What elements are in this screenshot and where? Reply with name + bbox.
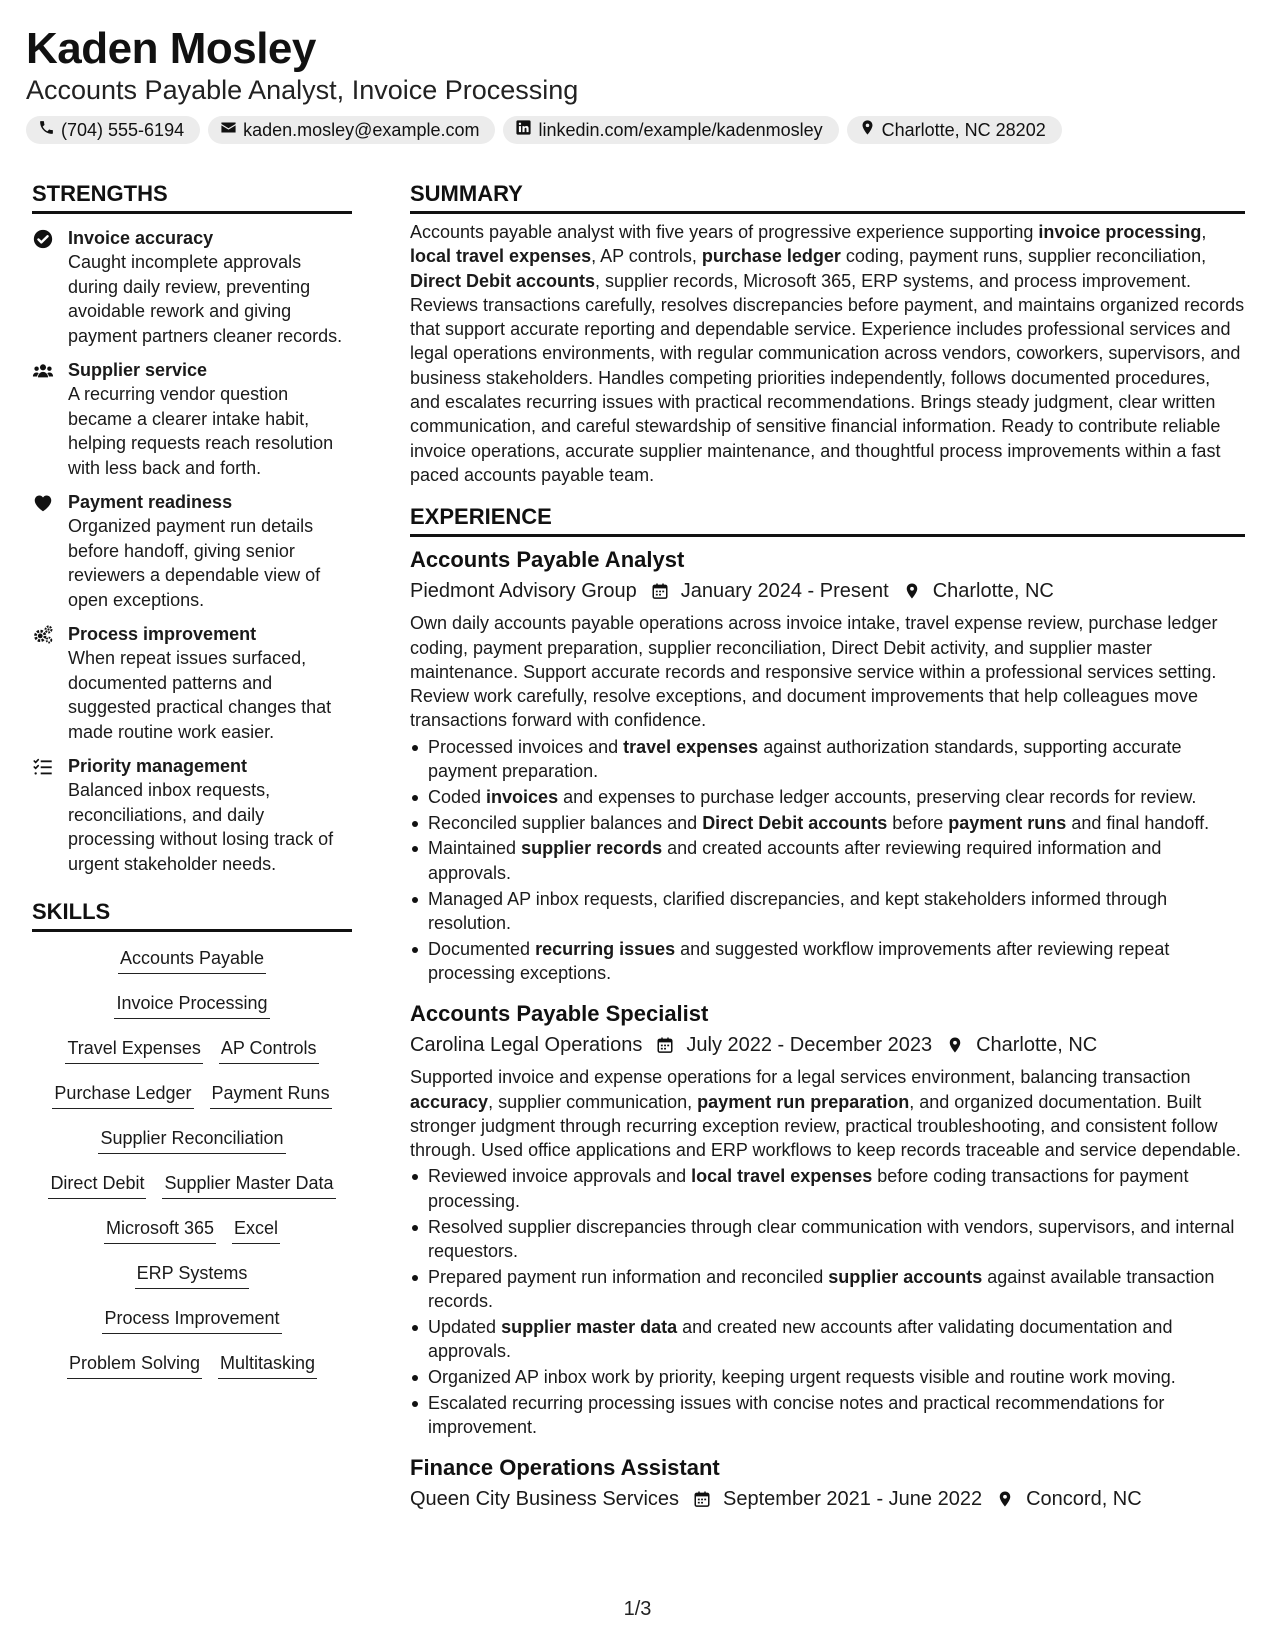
job-meta: [410, 577, 1245, 605]
email-text: kaden.mosley@example.com: [243, 119, 480, 140]
text-segment: ,: [1201, 222, 1207, 242]
company-name: Queen City Business Services: [410, 1488, 680, 1511]
bold-keyword: supplier accounts: [828, 1266, 983, 1287]
text-segment: Supported invoice and expense operations for a legal services environment, balancing transaction: [410, 1067, 1191, 1088]
bullet-item: [410, 1315, 1245, 1364]
text-segment: Documented: [428, 938, 536, 959]
skill-tag: Purchase Ledger: [52, 1081, 193, 1109]
bold-keyword: travel expenses: [623, 736, 759, 757]
text-segment: and created new accounts after validating documentation and approvals.: [428, 1316, 1173, 1361]
text-segment: and created accounts after reviewing required information and approvals.: [428, 838, 1162, 883]
strength-title: Supplier service: [68, 360, 208, 380]
phone-icon: [38, 119, 55, 141]
text-segment: Accounts payable analyst with five years of progressive experience supporting: [410, 222, 1039, 242]
phone-text: (704) 555-6194: [61, 119, 185, 140]
candidate-name: Kaden Mosley: [26, 24, 316, 73]
text-segment: and suggested workflow improvements after reviewing repeat processing exceptions.: [428, 938, 1170, 983]
text-segment: Prepared payment run information and reconciled: [428, 1266, 829, 1287]
job-description: [410, 1065, 1245, 1162]
skill-tag: AP Controls: [219, 1036, 319, 1064]
skill-tag: Excel: [232, 1216, 280, 1244]
skill-tag: Multitasking: [218, 1351, 317, 1379]
strength-body: [68, 358, 352, 480]
job-dates: September 2021 - June 2022: [723, 1488, 983, 1511]
bullet-item: [410, 1265, 1245, 1314]
strength-description: Organized payment run details before handoff, giving senior reviewers a dependable view of open exceptions.: [68, 516, 321, 610]
gears-icon: [32, 624, 54, 646]
text-segment: Processed invoices and: [428, 736, 624, 757]
text-segment: against available transaction records.: [428, 1266, 1215, 1311]
strength-body: [68, 490, 352, 612]
job-location: Charlotte, NC: [932, 580, 1054, 603]
skill-row: [32, 1081, 352, 1126]
bullet-item: [410, 937, 1245, 986]
calendar-icon: [691, 1488, 713, 1510]
text-segment: and final handoff.: [1066, 812, 1210, 833]
strengths-heading: STRENGTHS: [32, 180, 352, 214]
strength-item: [32, 226, 352, 348]
skill-tag: Accounts Payable: [118, 946, 266, 974]
linkedin-text: linkedin.com/example/kadenmosley: [538, 119, 823, 140]
job-dates: July 2022 - December 2023: [686, 1034, 933, 1057]
bold-keyword: Direct Debit accounts: [410, 270, 596, 291]
skill-row: [32, 1036, 352, 1081]
strength-item: [32, 622, 352, 744]
skill-tag: Travel Expenses: [65, 1036, 202, 1064]
text-segment: Managed AP inbox requests, clarified discrepancies, and kept stakeholders informed through resolution.: [428, 888, 1168, 933]
text-segment: Resolved supplier discrepancies through clear communication with vendors, supervisors, and internal requestors.: [428, 1216, 1235, 1261]
text-segment: Maintained: [428, 838, 522, 859]
skills-list: [32, 946, 352, 1396]
text-segment: before coding transactions for payment processing.: [428, 1166, 1189, 1211]
map-pin-icon: [859, 119, 876, 141]
job-title: Accounts Payable Analyst: [410, 547, 685, 573]
text-segment: , supplier records, Microsoft 365, ERP systems, and process improvement. Reviews transactions carefully, resolves discrepancies before payment, and maintains organized records that support accurate reporting and dependable service. Experience includes professional services and legal operations environments, with regular communication across vendors, coworkers, supervisors, and business stakeholders. Handles competing priorities independently, follows documented procedures, and escalates recurring issues with practical recommendations. Brings steady judgment, clear written communication, and careful stewardship of sensitive financial information. Ready to contribute reliable invoice operations, accurate supplier maintenance, and thoughtful process improvements within a fast paced accounts payable team.: [410, 270, 1245, 485]
job-entry: [410, 545, 1245, 985]
strength-body: [68, 754, 352, 876]
email-chip[interactable]: [208, 116, 495, 144]
linkedin-icon: [515, 119, 532, 141]
bold-keyword: invoice processing: [1038, 222, 1202, 242]
bold-keyword: supplier records: [521, 838, 663, 859]
strength-title: Priority management: [68, 756, 248, 776]
bold-keyword: supplier master data: [501, 1316, 678, 1337]
bold-keyword: invoices: [486, 786, 559, 807]
company-name: Piedmont Advisory Group: [410, 580, 637, 603]
skill-row: [32, 1306, 352, 1351]
strength-item: [32, 754, 352, 876]
bold-keyword: recurring issues: [535, 938, 676, 959]
bullet-item: [410, 1365, 1245, 1389]
experience-heading: EXPERIENCE: [410, 503, 1245, 537]
text-segment: before: [887, 812, 949, 833]
skill-row: [32, 1351, 352, 1396]
experience-list: [410, 545, 1245, 1513]
bold-keyword: purchase ledger: [701, 246, 841, 267]
text-segment: , AP controls,: [591, 246, 702, 267]
strength-item: [32, 490, 352, 612]
job-title: Accounts Payable Specialist: [410, 1001, 709, 1027]
location-chip: [847, 116, 1062, 144]
job-entry: [410, 999, 1245, 1439]
page-number: 1/3: [623, 1598, 652, 1620]
skill-row: [32, 1171, 352, 1216]
bullet-item: [410, 1164, 1245, 1213]
text-segment: Coded: [428, 786, 487, 807]
bullet-item: [410, 735, 1245, 784]
job-meta: [410, 1031, 1245, 1059]
job-location: Charlotte, NC: [976, 1034, 1098, 1057]
bullet-item: [410, 1391, 1245, 1440]
job-entry: [410, 1453, 1245, 1513]
skills-heading: SKILLS: [32, 898, 352, 932]
summary-heading: SUMMARY: [410, 180, 1245, 214]
strength-title: Invoice accuracy: [68, 228, 214, 248]
map-pin-icon: [994, 1488, 1016, 1510]
skill-tag: Invoice Processing: [114, 991, 269, 1019]
job-description: [410, 611, 1245, 732]
calendar-icon: [649, 580, 671, 602]
bold-keyword: local travel expenses: [691, 1166, 873, 1187]
heart-icon: [32, 492, 54, 514]
map-pin-icon: [901, 580, 923, 602]
skill-tag: Microsoft 365: [104, 1216, 216, 1244]
skill-tag: Supplier Master Data: [162, 1171, 335, 1199]
text-segment: , supplier communication,: [488, 1091, 698, 1112]
bold-keyword: payment run preparation: [697, 1091, 910, 1112]
job-dates: January 2024 - Present: [680, 580, 889, 603]
skill-row: [32, 1126, 352, 1171]
strength-body: [68, 226, 352, 348]
company-name: Carolina Legal Operations: [410, 1034, 643, 1057]
check-circle-icon: [32, 228, 54, 250]
strength-body: [68, 622, 352, 744]
strength-item: [32, 358, 352, 480]
strength-description: Balanced inbox requests, reconciliations, and daily processing without losing track of urgent stakeholder needs.: [68, 780, 334, 874]
text-segment: against authorization standards, supporting accurate payment preparation.: [428, 736, 1182, 782]
map-pin-icon: [944, 1034, 966, 1056]
job-bullets: [410, 1164, 1245, 1439]
job-bullets: [410, 735, 1245, 985]
bullet-item: [410, 785, 1245, 809]
text-segment: Own daily accounts payable operations across invoice intake, travel expense review, purchase ledger coding, payment preparation, supplier reconciliation, Direct Debit activity, and supplier master maintenance. Support accurate records and responsive service within a professional services setting. Review work carefully, resolve exceptions, and document improvements that help colleagues move transactions forward with confidence.: [410, 613, 1218, 731]
bold-keyword: local travel expenses: [410, 246, 592, 267]
strength-title: Payment readiness: [68, 492, 233, 512]
phone-chip[interactable]: [26, 116, 200, 144]
skill-row: [32, 991, 352, 1036]
resume-header: [26, 24, 1246, 144]
text-segment: Reviewed invoice approvals and: [428, 1166, 692, 1187]
strength-description: A recurring vendor question became a clearer intake habit, helping requests reach resolution with less back and forth.: [68, 384, 334, 478]
bullet-item: [410, 811, 1245, 835]
skill-tag: Payment Runs: [210, 1081, 332, 1109]
bullet-item: [410, 887, 1245, 936]
bold-keyword: Direct Debit accounts: [702, 812, 888, 833]
bullet-item: [410, 836, 1245, 885]
job-title: Finance Operations Assistant: [410, 1455, 720, 1481]
right-column: [410, 180, 1245, 1513]
text-segment: Organized AP inbox work by priority, keeping urgent requests visible and routine work moving.: [428, 1366, 1176, 1387]
skill-tag: ERP Systems: [135, 1261, 250, 1289]
strengths-list: [32, 226, 352, 876]
strength-description: Caught incomplete approvals during daily review, preventing avoidable rework and giving payment partners cleaner records.: [68, 252, 343, 346]
calendar-icon: [654, 1034, 676, 1056]
strength-description: When repeat issues surfaced, documented patterns and suggested practical changes that made routine work easier.: [68, 648, 332, 742]
users-icon: [32, 360, 54, 382]
skill-tag: Supplier Reconciliation: [98, 1126, 285, 1154]
job-meta: [410, 1485, 1245, 1513]
location-text: Charlotte, NC 28202: [881, 119, 1046, 140]
contact-bar: [26, 116, 1246, 144]
skill-tag: Direct Debit: [48, 1171, 146, 1199]
linkedin-chip[interactable]: [503, 116, 838, 144]
skill-tag: Process Improvement: [102, 1306, 281, 1334]
candidate-title: Accounts Payable Analyst, Invoice Processing: [26, 75, 579, 105]
skill-tag: Problem Solving: [67, 1351, 202, 1379]
bullet-item: [410, 1215, 1245, 1264]
skill-row: [32, 946, 352, 991]
left-column: [32, 180, 352, 1396]
text-segment: Escalated recurring processing issues with concise notes and practical recommendations for improvement.: [428, 1392, 1165, 1437]
text-segment: and expenses to purchase ledger accounts, preserving clear records for review.: [558, 786, 1197, 807]
strength-title: Process improvement: [68, 624, 257, 644]
bold-keyword: payment runs: [948, 812, 1067, 833]
job-location: Concord, NC: [1026, 1488, 1142, 1511]
summary-text: [410, 220, 1245, 487]
envelope-icon: [220, 119, 237, 141]
text-segment: Updated: [428, 1316, 502, 1337]
skill-row: [32, 1261, 352, 1306]
bold-keyword: accuracy: [410, 1091, 489, 1112]
text-segment: Reconciled supplier balances and: [428, 812, 703, 833]
task-list-icon: [32, 756, 54, 778]
text-segment: , and organized documentation. Built stronger judgment through recurring exception review, practical troubleshooting, and consistent follow through. Used office applications and ERP workflows to keep records traceable and service dependable.: [410, 1091, 1241, 1161]
skill-row: [32, 1216, 352, 1261]
text-segment: coding, payment runs, supplier reconciliation,: [840, 246, 1207, 267]
